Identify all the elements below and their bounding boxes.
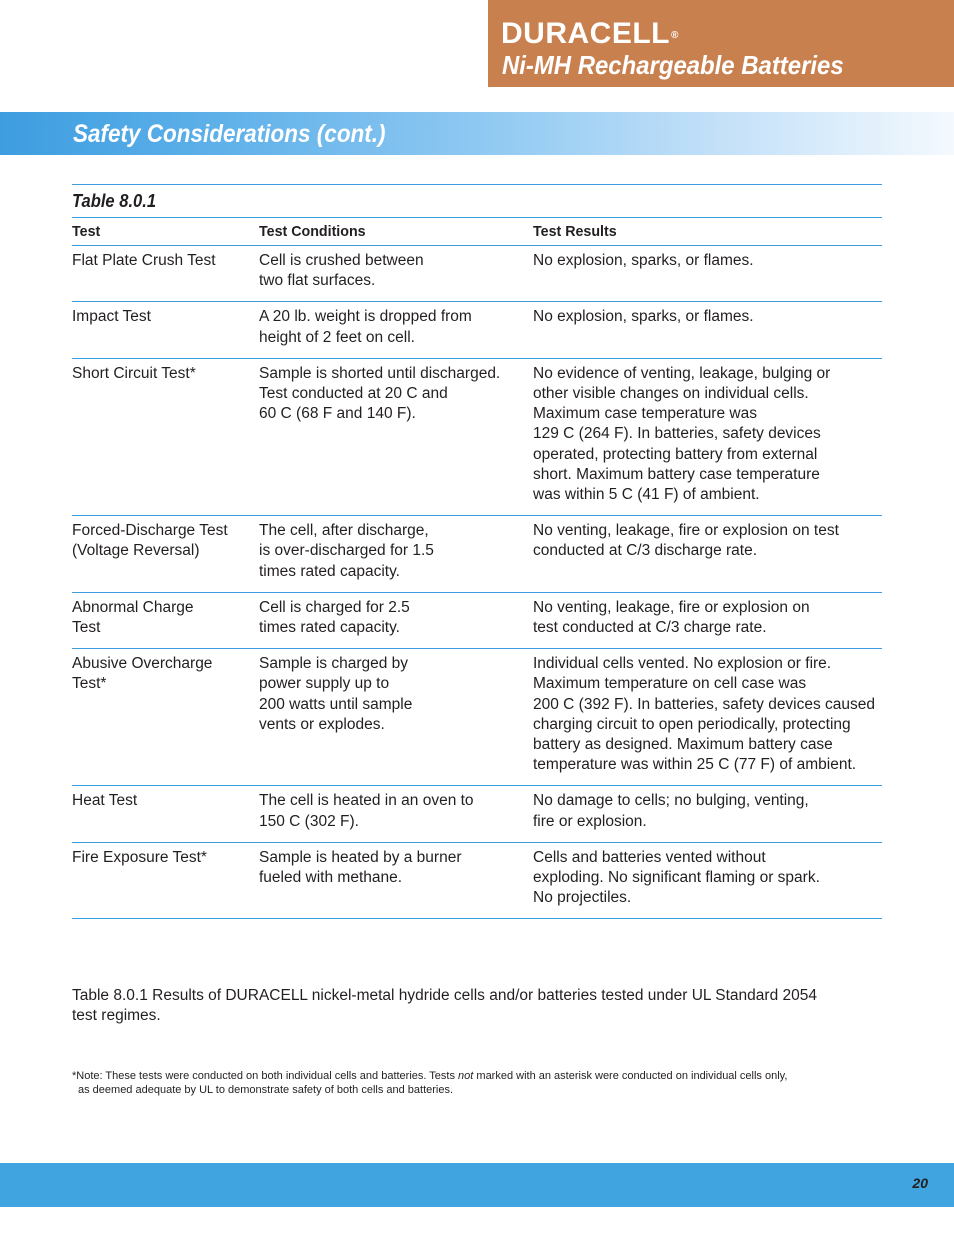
column-header-test: Test [72,223,101,240]
test-name: Impact Test [72,308,151,326]
product-line-title: Ni-MH Rechargeable Batteries [502,50,844,80]
table-row [72,843,882,920]
column-header-conditions: Test Conditions [259,223,366,240]
footnote-line-1: *Note: These tests were conducted on both individual cells and batteries. Tests not marked with an asterisk were conducted on individual cells only, [72,1070,788,1082]
column-header-results: Test Results [533,223,617,240]
test-name: Fire Exposure Test* [72,848,207,866]
table-header-row [72,218,882,246]
test-results: Cells and batteries vented without exploding. No significant flaming or spark. No projectiles. [533,848,820,907]
test-conditions: Sample is heated by a burner fueled with methane. [259,848,462,887]
test-results: No venting, leakage, fire or explosion on test conducted at C/3 discharge rate. [533,522,839,560]
test-name: Flat Plate Crush Test [72,252,216,269]
table-row [72,359,882,516]
test-name: Short Circuit Test* [72,364,196,382]
test-conditions: A 20 lb. weight is dropped from height of 2 feet on cell. [259,308,472,346]
test-results: Individual cells vented. No explosion or fire. Maximum temperature on cell case was 200 C (392 F). In batteries, safety devices caused charging circuit to open periodically, protecting battery as designed. Maximum battery case temperature was within 25 C (77 F) of ambient. [533,655,876,774]
footnote [72,1069,872,1097]
table-row [72,786,882,842]
test-results: No venting, leakage, fire or explosion on test conducted at C/3 charge rate. [533,598,810,637]
test-results: No explosion, sparks, or flames. [533,308,754,326]
section-title: Safety Considerations (cont.) [73,120,386,148]
duracell-logo: DURACELL® [501,17,679,50]
table-label: Table 8.0.1 [72,191,157,211]
table-row [72,516,882,593]
test-name: Abusive Overcharge Test* [72,655,213,693]
test-name: Heat Test [72,792,138,810]
test-conditions: Sample is charged by power supply up to 200 watts until sample vents or explodes. [259,655,413,733]
test-conditions: Cell is crushed between two flat surfaces. [259,252,424,290]
registered-mark: ® [671,30,679,41]
table-row [72,649,882,786]
table-caption: Table 8.0.1 Results of DURACELL nickel-metal hydride cells and/or batteries tested under UL Standard 2054 test regimes. [72,987,817,1025]
table-row [72,593,882,649]
test-conditions: The cell, after discharge, is over-discharged for 1.5 times rated capacity. [259,522,434,580]
test-name: Forced-Discharge Test (Voltage Reversal) [72,522,228,560]
test-conditions: Cell is charged for 2.5 times rated capacity. [259,598,410,637]
table-row [72,302,882,358]
test-results: No explosion, sparks, or flames. [533,252,754,269]
footer-band [0,1163,954,1207]
brand-header [488,0,954,87]
section-band [0,112,954,155]
test-conditions: The cell is heated in an oven to 150 C (302 F). [259,792,474,830]
page-number: 20 [912,1175,928,1191]
table-row [72,246,882,302]
test-conditions: Sample is shorted until discharged. Test conducted at 20 C and 60 C (68 F and 140 F). [259,364,501,423]
results-table [72,184,882,919]
test-name: Abnormal Charge Test [72,598,194,637]
footnote-line-2: as deemed adequate by UL to demonstrate safety of both cells and batteries. [78,1084,454,1096]
test-results: No damage to cells; no bulging, venting, fire or explosion. [533,792,809,830]
test-results: No evidence of venting, leakage, bulging or other visible changes on individual cells. Maximum case temperature was 129 C (264 F). In batteries, safety devices operated, protecting battery from external short. Maximum battery case temperature was within 5 C (41 F) of ambient. [533,364,831,504]
